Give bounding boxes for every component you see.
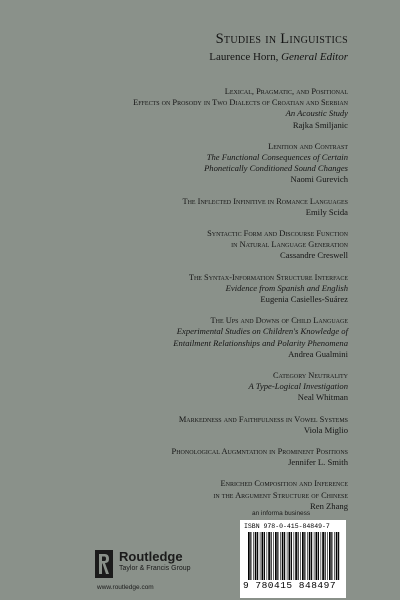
editor-role: General Editor [281, 51, 348, 63]
barcode-bar [273, 532, 274, 580]
barcode-bar [300, 532, 301, 580]
book-title-line: Lexical, Pragmatic, and Positional [224, 87, 348, 96]
barcode-bar [248, 532, 250, 580]
book-author: Eugenia Casielles-Suárez [260, 294, 348, 305]
barcode-bar [275, 532, 277, 580]
book-entry [48, 446, 348, 468]
book-author: Emily Scida [305, 206, 348, 217]
barcode-bar [262, 532, 264, 580]
barcode-bar [302, 532, 304, 580]
barcode [240, 520, 346, 598]
barcode-bar [325, 532, 326, 580]
book-title-line: The Ups and Downs of Child Language [210, 316, 348, 326]
brand-name: Routledge [119, 549, 183, 564]
general-editor [209, 50, 348, 64]
barcode-bar [304, 532, 305, 580]
publisher-url: www.routledge.com [97, 584, 154, 591]
book-subtitle: Evidence from Spanish and English [225, 282, 348, 293]
book-subtitle: An Acoustic Study [285, 108, 348, 119]
barcode-bar [327, 532, 328, 580]
barcode-bar [267, 532, 268, 580]
informa-label: an informa business [252, 510, 311, 517]
book-author: Jennifer L. Smith [288, 457, 348, 468]
barcode-bar [338, 532, 339, 580]
barcode-bar [268, 532, 270, 580]
barcode-bar [329, 532, 331, 580]
book-author: Cassandre Creswell [279, 250, 348, 261]
book-subtitle: A Type-Logical Investigation [248, 381, 348, 392]
book-author: Ren Zhang [310, 500, 348, 511]
barcode-bar [289, 532, 291, 580]
book-title-line: Lenition and Contrast [268, 141, 348, 151]
book-title-line: The Inflected Infinitive in Romance Languages [182, 196, 348, 206]
barcode-bar [280, 532, 281, 580]
book-entry [48, 272, 348, 306]
book-entry [48, 315, 348, 360]
book-title-line: Category Neutrality [272, 371, 348, 381]
book-title-line: Markedness and Faithfulness in Vowel Systems [178, 414, 348, 424]
barcode-bar [291, 532, 292, 580]
book-title-line: in Natural Language Generation [231, 240, 348, 250]
book-title-line: in the Argument Structure of Chinese [213, 490, 348, 500]
book-title-line: Enriched Composition and Inference [220, 479, 348, 489]
book-entry [48, 370, 348, 404]
barcode-bar [316, 532, 318, 580]
barcode-bar [277, 532, 278, 580]
isbn-text: ISBN 978-0-415-84849-7 [244, 523, 330, 530]
barcode-bar [282, 532, 284, 580]
book-subtitle: Phonetically Conditioned Sound Changes [204, 163, 348, 174]
book-author: Viola Miglio [303, 424, 348, 435]
barcode-bar [318, 532, 319, 580]
series-header [209, 30, 348, 64]
barcode-bar [322, 532, 324, 580]
book-subtitle: Experimental Studies on Children's Knowledge of [176, 326, 348, 337]
book-subtitle: The Functional Consequences of Certain [206, 152, 348, 163]
book-author: Naomi Gurevich [290, 174, 348, 185]
book-title-line: Effects on Prosody in Two Dialects of Croatian and Serbian [133, 98, 348, 108]
barcode-bar [257, 532, 258, 580]
barcode-bar [311, 532, 312, 580]
book-author: Rajka Smiljanic [292, 119, 348, 130]
barcode-bar [314, 532, 315, 580]
barcode-bar [309, 532, 311, 580]
barcode-bar [250, 532, 251, 580]
barcode-bar [298, 532, 299, 580]
barcode-bar [331, 532, 332, 580]
barcode-bar [253, 532, 254, 580]
barcode-bar [334, 532, 335, 580]
barcode-bar [287, 532, 288, 580]
brand-subtitle: Taylor & Francis Group [119, 565, 191, 572]
barcode-bar [321, 532, 322, 580]
book-entry [48, 196, 348, 218]
barcode-bar [260, 532, 261, 580]
barcode-bar [307, 532, 308, 580]
book-title-line: Phonological Augmntation in Prominent Positions [171, 447, 348, 457]
barcode-bar [264, 532, 265, 580]
book-entry [48, 414, 348, 436]
book-title-line: The Syntax-Information Structure Interface [188, 272, 348, 282]
barcode-bar [336, 532, 338, 580]
editor-name: Laurence Horn, [209, 51, 282, 63]
book-author: Neal Whitman [297, 392, 348, 403]
logo-text [119, 550, 191, 573]
barcode-bars [248, 532, 340, 580]
book-entry [48, 86, 348, 131]
titles-list [48, 86, 348, 522]
cover-footer [0, 508, 400, 600]
publisher-logo [95, 550, 191, 578]
barcode-bar [255, 532, 257, 580]
book-entry [48, 228, 348, 262]
barcode-number: 9 780415 848497 [243, 580, 337, 591]
barcode-bar [294, 532, 295, 580]
barcode-bar [284, 532, 285, 580]
book-title-line: Syntactic Form and Discourse Function [207, 229, 348, 239]
barcode-bar [295, 532, 297, 580]
book-entry [48, 141, 348, 186]
book-author: Andrea Gualmini [288, 348, 348, 359]
barcode-bar [271, 532, 272, 580]
series-title: Studies in Linguistics [215, 31, 348, 47]
book-subtitle: Entailment Relationships and Polarity Phenomena [173, 337, 348, 348]
routledge-r-icon [95, 550, 113, 578]
